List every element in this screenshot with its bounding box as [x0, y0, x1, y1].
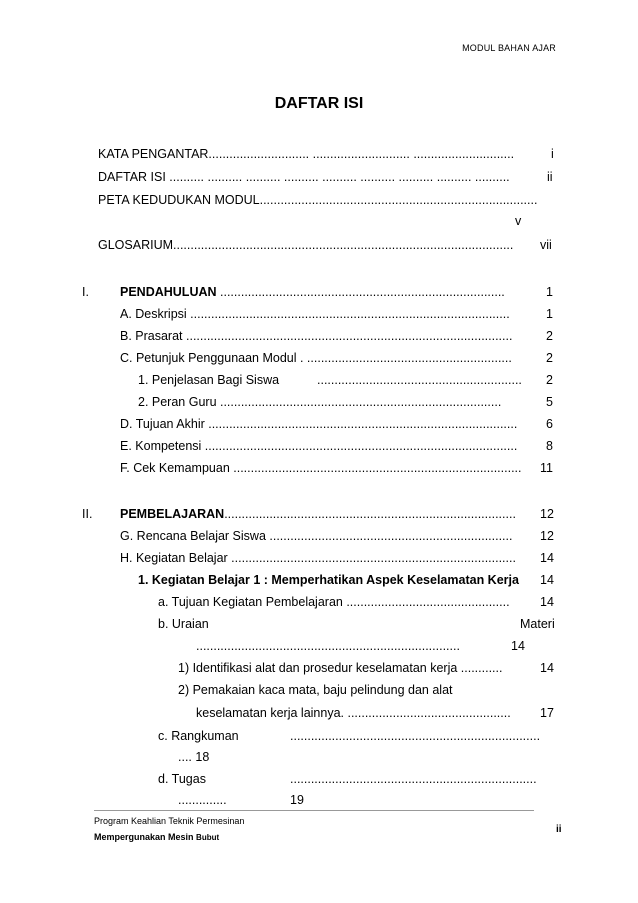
toc-page-number: 14 — [540, 573, 554, 587]
toc-page-number: 19 — [290, 793, 304, 807]
toc-entry: d. Tugas — [158, 772, 206, 786]
chapter-number: I. — [82, 285, 89, 299]
toc-page-number: 18 — [195, 750, 210, 764]
footer-module-main: Mempergunakan Mesin — [94, 832, 194, 842]
chapter-heading — [120, 507, 516, 522]
toc-entry-glosarium: GLOSARIUM.................................................................................................. — [98, 238, 514, 252]
toc-page-number: 14 — [511, 639, 525, 653]
toc-page-number: 5 — [546, 395, 553, 409]
footer-divider — [94, 810, 534, 811]
toc-entry: 2. Peran Guru ................................................................................. — [138, 395, 502, 409]
toc-dots: ........................................................................ — [290, 729, 541, 743]
footer-module-title — [94, 832, 219, 842]
footer-page-number: ii — [556, 824, 562, 835]
footer-module-small: Bubut — [196, 833, 220, 842]
toc-page-number: 12 — [540, 507, 554, 521]
toc-entry: F. Cek Kemampuan ................................................................................... — [120, 461, 522, 475]
toc-entry-daftar-isi: DAFTAR ISI .......... .......... .......... .......... .......... .......... .......... .......... .......... — [98, 170, 510, 184]
toc-page-number: 14 — [540, 661, 554, 675]
toc-page-number: 14 — [540, 595, 554, 609]
toc-dots: ........................................................... — [317, 373, 522, 387]
toc-entry: B. Prasarat .............................................................................................. — [120, 329, 513, 343]
toc-entry: c. Rangkuman — [158, 729, 239, 743]
toc-entry: 1. Penjelasan Bagi Siswa — [138, 373, 280, 387]
toc-dots: .............. — [178, 793, 227, 807]
toc-entry: a. Tujuan Kegiatan Pembelajaran ............................................... — [158, 595, 510, 609]
toc-page-number: 2 — [546, 351, 553, 365]
chapter-title: PENDAHULUAN — [120, 285, 217, 299]
toc-entry-activity: 1. Kegiatan Belajar 1 : Memperhatikan Aspek Keselamatan Kerja — [138, 573, 519, 587]
toc-page-number: 1 — [546, 307, 553, 321]
toc-page-daftar-isi: ii — [547, 170, 553, 184]
toc-dots: .... — [178, 750, 192, 764]
toc-entry: E. Kompetensi .......................................................................................... — [120, 439, 518, 453]
running-header: MODUL BAHAN AJAR — [462, 43, 556, 53]
page-title: DAFTAR ISI — [274, 95, 364, 112]
toc-entry: C. Petunjuk Penggunaan Modul . ........................................................... — [120, 351, 512, 365]
toc-continuation — [178, 750, 209, 765]
toc-dots: ............................................................................ — [196, 639, 460, 653]
toc-page-glosarium: vii — [540, 238, 552, 252]
toc-page-number: 1 — [546, 285, 553, 299]
toc-entry: b. Uraian — [158, 617, 209, 631]
toc-page-number: 11 — [540, 461, 553, 475]
toc-page-peta: v — [515, 214, 522, 228]
toc-page-number: 12 — [540, 529, 554, 543]
toc-dots: .................................................................................. — [216, 285, 505, 299]
toc-page-kata-pengantar: i — [551, 147, 554, 161]
toc-entry: G. Rencana Belajar Siswa ...................................................................... — [120, 529, 513, 543]
toc-entry-kata-pengantar: KATA PENGANTAR............................. ............................ ............................. — [98, 147, 515, 161]
footer-program: Program Keahlian Teknik Permesinan — [94, 816, 245, 826]
toc-page-number: 8 — [546, 439, 553, 453]
toc-page-number: 14 — [540, 551, 554, 565]
chapter-title: PEMBELAJARAN — [120, 507, 225, 521]
chapter-number: II. — [82, 507, 93, 521]
toc-entry: H. Kegiatan Belajar .................................................................................. — [120, 551, 516, 565]
toc-page-number: 2 — [546, 373, 553, 387]
toc-dots: ....................................................................... — [290, 772, 537, 786]
toc-entry-peta: PETA KEDUDUKAN MODUL................................................................................ — [98, 193, 538, 207]
toc-page-number: 2 — [546, 329, 553, 343]
toc-entry: D. Tujuan Akhir ......................................................................................... — [120, 417, 518, 431]
toc-page-number: 17 — [540, 706, 554, 720]
toc-entry: 1) Identifikasi alat dan prosedur keselamatan kerja ............ — [178, 661, 503, 675]
toc-entry: 2) Pemakaian kaca mata, baju pelindung dan alat — [178, 683, 453, 697]
toc-dots: .................................................................................... — [224, 507, 516, 521]
toc-entry: A. Deskripsi ............................................................................................ — [120, 307, 510, 321]
toc-entry-continuation: Materi — [520, 617, 555, 631]
chapter-heading — [120, 285, 505, 300]
toc-entry: keselamatan kerja lainnya. ............................................... — [196, 706, 511, 720]
toc-page-number: 6 — [546, 417, 553, 431]
